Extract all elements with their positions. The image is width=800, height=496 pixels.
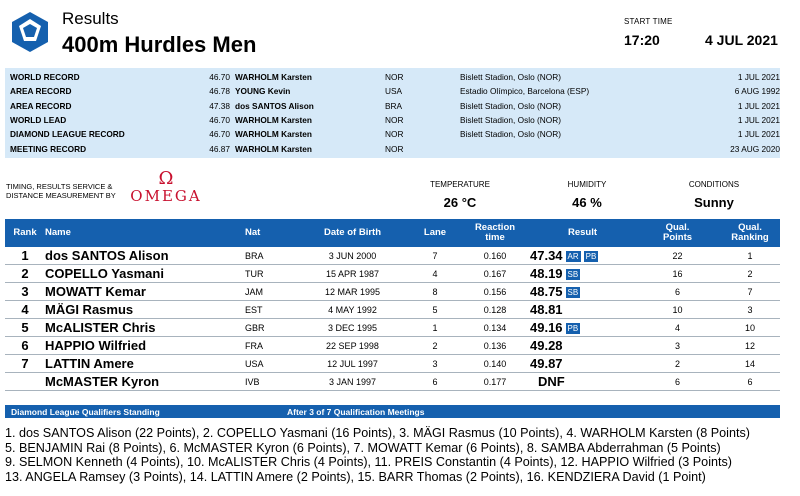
results-label: Results bbox=[62, 9, 119, 28]
record-venue: Bislett Stadion, Oslo (NOR) bbox=[460, 72, 561, 83]
record-badge: SB bbox=[567, 270, 579, 280]
cell-result bbox=[530, 301, 635, 319]
record-row bbox=[5, 113, 780, 127]
cell-rank: 3 bbox=[5, 283, 45, 301]
cell-dob: 15 APR 1987 bbox=[295, 265, 410, 283]
table-row bbox=[5, 337, 780, 355]
start-time-label: START TIME bbox=[624, 17, 673, 26]
qualifiers-line: 5. BENJAMIN Rai (8 Points), 6. McMASTER Kyron (6 Points), 7. MOWATT Kemar (6 Points), 8. SAMBA Abderrahman (5 Points) bbox=[5, 440, 721, 455]
cell-nat: BRA bbox=[245, 247, 295, 265]
col-lane: Lane bbox=[410, 219, 460, 247]
cell-dob: 4 MAY 1992 bbox=[295, 301, 410, 319]
cell-qual-ranking: 12 bbox=[720, 337, 780, 355]
cell-dob: 22 SEP 1998 bbox=[295, 337, 410, 355]
cell-qual-points: 22 bbox=[635, 247, 720, 265]
omega-symbol-icon: Ω bbox=[158, 168, 174, 189]
record-type: AREA RECORD bbox=[10, 86, 72, 97]
record-badge: SB bbox=[567, 288, 579, 298]
record-date: 1 JUL 2021 bbox=[737, 129, 780, 140]
timing-line-1: TIMING, RESULTS SERVICE & bbox=[6, 182, 113, 191]
record-venue: Bislett Stadion, Oslo (NOR) bbox=[460, 100, 561, 111]
record-nat: NOR bbox=[385, 143, 404, 154]
cell-name: COPELLO Yasmani bbox=[45, 265, 245, 283]
cell-qual-ranking: 14 bbox=[720, 355, 780, 373]
cell-result bbox=[530, 319, 635, 337]
record-mark: 46.78 bbox=[209, 86, 230, 97]
event-title: 400m Hurdles Men bbox=[62, 32, 257, 57]
cell-result bbox=[530, 355, 635, 373]
cell-reaction: 0.140 bbox=[460, 355, 530, 373]
result-mark: 49.16 bbox=[530, 320, 563, 335]
cell-result bbox=[530, 283, 635, 301]
record-holder: WARHOLM Karsten bbox=[235, 72, 312, 83]
record-nat: NOR bbox=[385, 72, 404, 83]
col-reaction-line2: time bbox=[485, 232, 505, 243]
col-name: Name bbox=[45, 219, 245, 247]
cell-nat: USA bbox=[245, 355, 295, 373]
cell-reaction: 0.128 bbox=[460, 301, 530, 319]
col-qual-ranking bbox=[720, 219, 780, 247]
result-mark: 48.75 bbox=[530, 284, 563, 299]
cell-reaction: 0.136 bbox=[460, 337, 530, 355]
cell-name: McALISTER Chris bbox=[45, 319, 245, 337]
record-row bbox=[5, 70, 780, 84]
header bbox=[0, 0, 800, 64]
record-venue: Bislett Stadion, Oslo (NOR) bbox=[460, 115, 561, 126]
omega-wordmark: OMEGA bbox=[130, 187, 202, 205]
cell-qual-ranking: 10 bbox=[720, 319, 780, 337]
record-badge: PB bbox=[585, 252, 597, 262]
cell-reaction: 0.160 bbox=[460, 247, 530, 265]
cell-lane: 8 bbox=[410, 283, 460, 301]
conditions-label: CONDITIONS bbox=[688, 180, 740, 189]
result-mark: DNF bbox=[538, 374, 565, 389]
table-row bbox=[5, 283, 780, 301]
cell-qual-ranking: 6 bbox=[720, 373, 780, 391]
cell-rank: 1 bbox=[5, 247, 45, 265]
cell-qual-ranking: 2 bbox=[720, 265, 780, 283]
cell-qual-ranking: 7 bbox=[720, 283, 780, 301]
cell-nat: IVB bbox=[245, 373, 295, 391]
table-header bbox=[5, 219, 780, 247]
cell-lane: 4 bbox=[410, 265, 460, 283]
record-venue: Bislett Stadion, Oslo (NOR) bbox=[460, 129, 561, 140]
result-mark: 49.87 bbox=[530, 356, 563, 371]
cell-dob: 12 MAR 1995 bbox=[295, 283, 410, 301]
record-date: 1 JUL 2021 bbox=[737, 115, 780, 126]
qualifiers-title: Diamond League Qualifiers Standing bbox=[11, 407, 160, 417]
temperature-label: TEMPERATURE bbox=[430, 180, 490, 189]
cell-dob: 3 DEC 1995 bbox=[295, 319, 410, 337]
table-row bbox=[5, 373, 780, 391]
cell-qual-points: 6 bbox=[635, 373, 720, 391]
record-holder: WARHOLM Karsten bbox=[235, 143, 312, 154]
result-mark: 48.81 bbox=[530, 302, 563, 317]
qualifiers-line: 9. SELMON Kenneth (4 Points), 10. McALISTER Chris (4 Points), 11. PREIS Constantin (4 Points), 12. HAPPIO Wilfried (3 Points) bbox=[5, 455, 732, 469]
cell-name: LATTIN Amere bbox=[45, 355, 245, 373]
cell-nat: TUR bbox=[245, 265, 295, 283]
record-row bbox=[5, 127, 780, 141]
col-qp-line2: Points bbox=[662, 232, 693, 243]
record-type: MEETING RECORD bbox=[10, 143, 87, 154]
timing-line-2: DISTANCE MEASUREMENT BY bbox=[6, 191, 116, 200]
cell-name: HAPPIO Wilfried bbox=[45, 337, 245, 355]
cell-name: dos SANTOS Alison bbox=[45, 247, 245, 265]
record-holder: YOUNG Kevin bbox=[235, 86, 291, 97]
cell-lane: 5 bbox=[410, 301, 460, 319]
record-nat: NOR bbox=[385, 115, 404, 126]
record-badge: AR bbox=[567, 252, 579, 262]
cell-result bbox=[530, 265, 635, 283]
cell-result bbox=[530, 337, 635, 355]
cell-name: McMASTER Kyron bbox=[45, 373, 245, 391]
cell-rank: 5 bbox=[5, 319, 45, 337]
qualifiers-standings bbox=[5, 426, 795, 484]
cell-dob: 12 JUL 1997 bbox=[295, 355, 410, 373]
col-rank: Rank bbox=[5, 219, 45, 247]
cell-rank: 2 bbox=[5, 265, 45, 283]
result-mark: 48.19 bbox=[530, 266, 563, 281]
record-type: WORLD LEAD bbox=[10, 115, 67, 126]
col-reaction-line1: Reaction bbox=[474, 222, 516, 233]
record-venue: Estadio Olímpico, Barcelona (ESP) bbox=[460, 86, 590, 97]
record-row bbox=[5, 99, 780, 113]
record-date: 23 AUG 2020 bbox=[730, 143, 780, 154]
cell-name: MOWATT Kemar bbox=[45, 283, 245, 301]
omega-logo bbox=[126, 170, 206, 204]
record-date: 6 AUG 1992 bbox=[734, 86, 780, 97]
cell-nat: JAM bbox=[245, 283, 295, 301]
cell-qual-ranking: 3 bbox=[720, 301, 780, 319]
cell-reaction: 0.134 bbox=[460, 319, 530, 337]
cell-dob: 3 JUN 2000 bbox=[295, 247, 410, 265]
cell-rank: 6 bbox=[5, 337, 45, 355]
cell-lane: 7 bbox=[410, 247, 460, 265]
table-row bbox=[5, 265, 780, 283]
cell-lane: 6 bbox=[410, 373, 460, 391]
cell-result bbox=[530, 247, 635, 265]
record-nat: BRA bbox=[385, 100, 403, 111]
col-reaction bbox=[460, 219, 530, 247]
start-time: 17:20 bbox=[624, 32, 660, 48]
col-result: Result bbox=[530, 219, 635, 247]
record-holder: WARHOLM Karsten bbox=[235, 129, 312, 140]
col-qp-line1: Qual. bbox=[665, 222, 690, 233]
col-nat: Nat bbox=[245, 219, 295, 247]
results-table bbox=[5, 219, 780, 391]
cell-reaction: 0.167 bbox=[460, 265, 530, 283]
record-nat: USA bbox=[385, 86, 403, 97]
cell-result bbox=[530, 373, 635, 391]
cell-name: MÄGI Rasmus bbox=[45, 301, 245, 319]
cell-nat: EST bbox=[245, 301, 295, 319]
record-holder: WARHOLM Karsten bbox=[235, 115, 312, 126]
cell-qual-points: 2 bbox=[635, 355, 720, 373]
col-qual-points bbox=[635, 219, 720, 247]
record-type: DIAMOND LEAGUE RECORD bbox=[10, 129, 125, 140]
record-nat: NOR bbox=[385, 129, 404, 140]
cell-lane: 3 bbox=[410, 355, 460, 373]
record-row bbox=[5, 141, 780, 155]
cell-reaction: 0.177 bbox=[460, 373, 530, 391]
cell-lane: 2 bbox=[410, 337, 460, 355]
temperature-value: 26 °C bbox=[443, 195, 477, 210]
table-row bbox=[5, 319, 780, 337]
qualifiers-line: 1. dos SANTOS Alison (22 Points), 2. COPELLO Yasmani (16 Points), 3. MÄGI Rasmus (10 Points), 4. WARHOLM Karsten (8 Points) bbox=[5, 426, 750, 440]
temperature bbox=[420, 180, 500, 210]
result-mark: 47.34 bbox=[530, 248, 563, 263]
table-row bbox=[5, 355, 780, 373]
cell-qual-ranking: 1 bbox=[720, 247, 780, 265]
cell-lane: 1 bbox=[410, 319, 460, 337]
cell-dob: 3 JAN 1997 bbox=[295, 373, 410, 391]
record-date: 1 JUL 2021 bbox=[737, 72, 780, 83]
humidity bbox=[547, 180, 627, 210]
cell-nat: GBR bbox=[245, 319, 295, 337]
cell-qual-points: 3 bbox=[635, 337, 720, 355]
record-mark: 46.70 bbox=[209, 115, 230, 126]
record-badge: PB bbox=[567, 324, 579, 334]
cell-qual-points: 16 bbox=[635, 265, 720, 283]
table-row bbox=[5, 247, 780, 265]
record-mark: 46.70 bbox=[209, 72, 230, 83]
diamond-league-logo-icon bbox=[8, 10, 52, 54]
cell-rank: 7 bbox=[5, 355, 45, 373]
col-qr-line2: Ranking bbox=[731, 232, 769, 243]
record-holder: dos SANTOS Alison bbox=[235, 100, 314, 111]
cell-qual-points: 6 bbox=[635, 283, 720, 301]
cell-qual-points: 10 bbox=[635, 301, 720, 319]
table-row bbox=[5, 301, 780, 319]
qualifiers-line: 13. ANGELA Ramsey (3 Points), 14. LATTIN Amere (2 Points), 15. BARR Thomas (2 Points), 16. KENDZIERA David (1 Point) bbox=[5, 469, 706, 484]
cell-rank: 4 bbox=[5, 301, 45, 319]
humidity-value: 46 % bbox=[572, 195, 602, 210]
records-panel bbox=[5, 68, 780, 158]
record-date: 1 JUL 2021 bbox=[737, 100, 780, 111]
record-row bbox=[5, 84, 780, 98]
record-type: AREA RECORD bbox=[10, 100, 72, 111]
weather-conditions bbox=[674, 180, 754, 210]
qualifiers-subtitle: After 3 of 7 Qualification Meetings bbox=[287, 407, 425, 417]
record-mark: 46.87 bbox=[209, 143, 230, 154]
timing-credit bbox=[6, 182, 116, 200]
event-date: 4 JUL 2021 bbox=[705, 32, 778, 48]
col-dob: Date of Birth bbox=[295, 219, 410, 247]
cell-rank bbox=[5, 373, 45, 391]
qualifiers-bar bbox=[5, 405, 780, 418]
record-mark: 46.70 bbox=[209, 129, 230, 140]
cell-reaction: 0.156 bbox=[460, 283, 530, 301]
result-mark: 49.28 bbox=[530, 338, 563, 353]
conditions-value: Sunny bbox=[694, 195, 734, 210]
cell-qual-points: 4 bbox=[635, 319, 720, 337]
cell-nat: FRA bbox=[245, 337, 295, 355]
record-mark: 47.38 bbox=[209, 100, 230, 111]
humidity-label: HUMIDITY bbox=[567, 180, 607, 189]
record-type: WORLD RECORD bbox=[10, 72, 80, 83]
col-qr-line1: Qual. bbox=[738, 222, 762, 233]
